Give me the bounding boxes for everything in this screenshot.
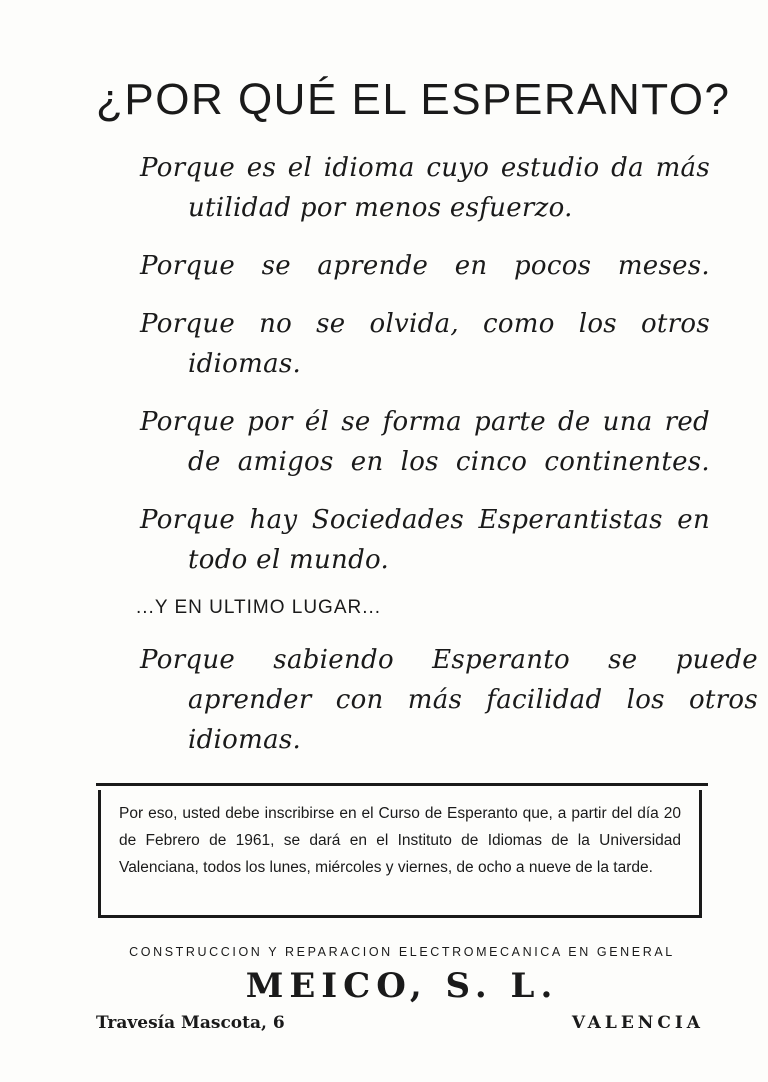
reason-item: Porque es el idioma cuyo estudio da más utilidad por menos esfuerzo. (140, 153, 710, 223)
reason-item: Porque por él se forma parte de una red de amigos en los cinco continentes. (140, 407, 710, 477)
reason-item: Porque hay Sociedades Esperantistas en todo el mundo. (140, 505, 710, 575)
advert-company-name: MEICO, S. L. (245, 966, 559, 1006)
interlude-heading: ...Y EN ULTIMO LUGAR... (136, 597, 382, 618)
page-title: ¿POR QUÉ EL ESPERANTO? (96, 75, 731, 124)
reason-item: Porque no se olvida, como los otros idiomas. (140, 309, 710, 379)
notice-top-rule (96, 783, 708, 786)
advert-address: Travesía Mascota, 6 (96, 1013, 285, 1033)
reasons-list (140, 148, 710, 580)
final-reason: Porque sabiendo Esperanto se puede aprender con más facilidad los otros idiomas. (140, 645, 758, 755)
enrollment-notice-box (98, 790, 702, 918)
reason-item: Porque se aprende en pocos meses. (140, 251, 710, 281)
advert-tagline: CONSTRUCCION Y REPARACION ELECTROMECANICA EN GENERAL (129, 945, 675, 959)
enrollment-notice-text: Por eso, usted debe inscribirse en el Curso de Esperanto que, a partir del día 20 de Febrero de 1961, se dará en el Instituto de Idiomas de la Universidad Valenciana, todos los lunes, miércoles y viernes, de ocho a nueve de la tarde. (119, 805, 681, 876)
advert-city: VALENCIA (571, 1013, 704, 1033)
